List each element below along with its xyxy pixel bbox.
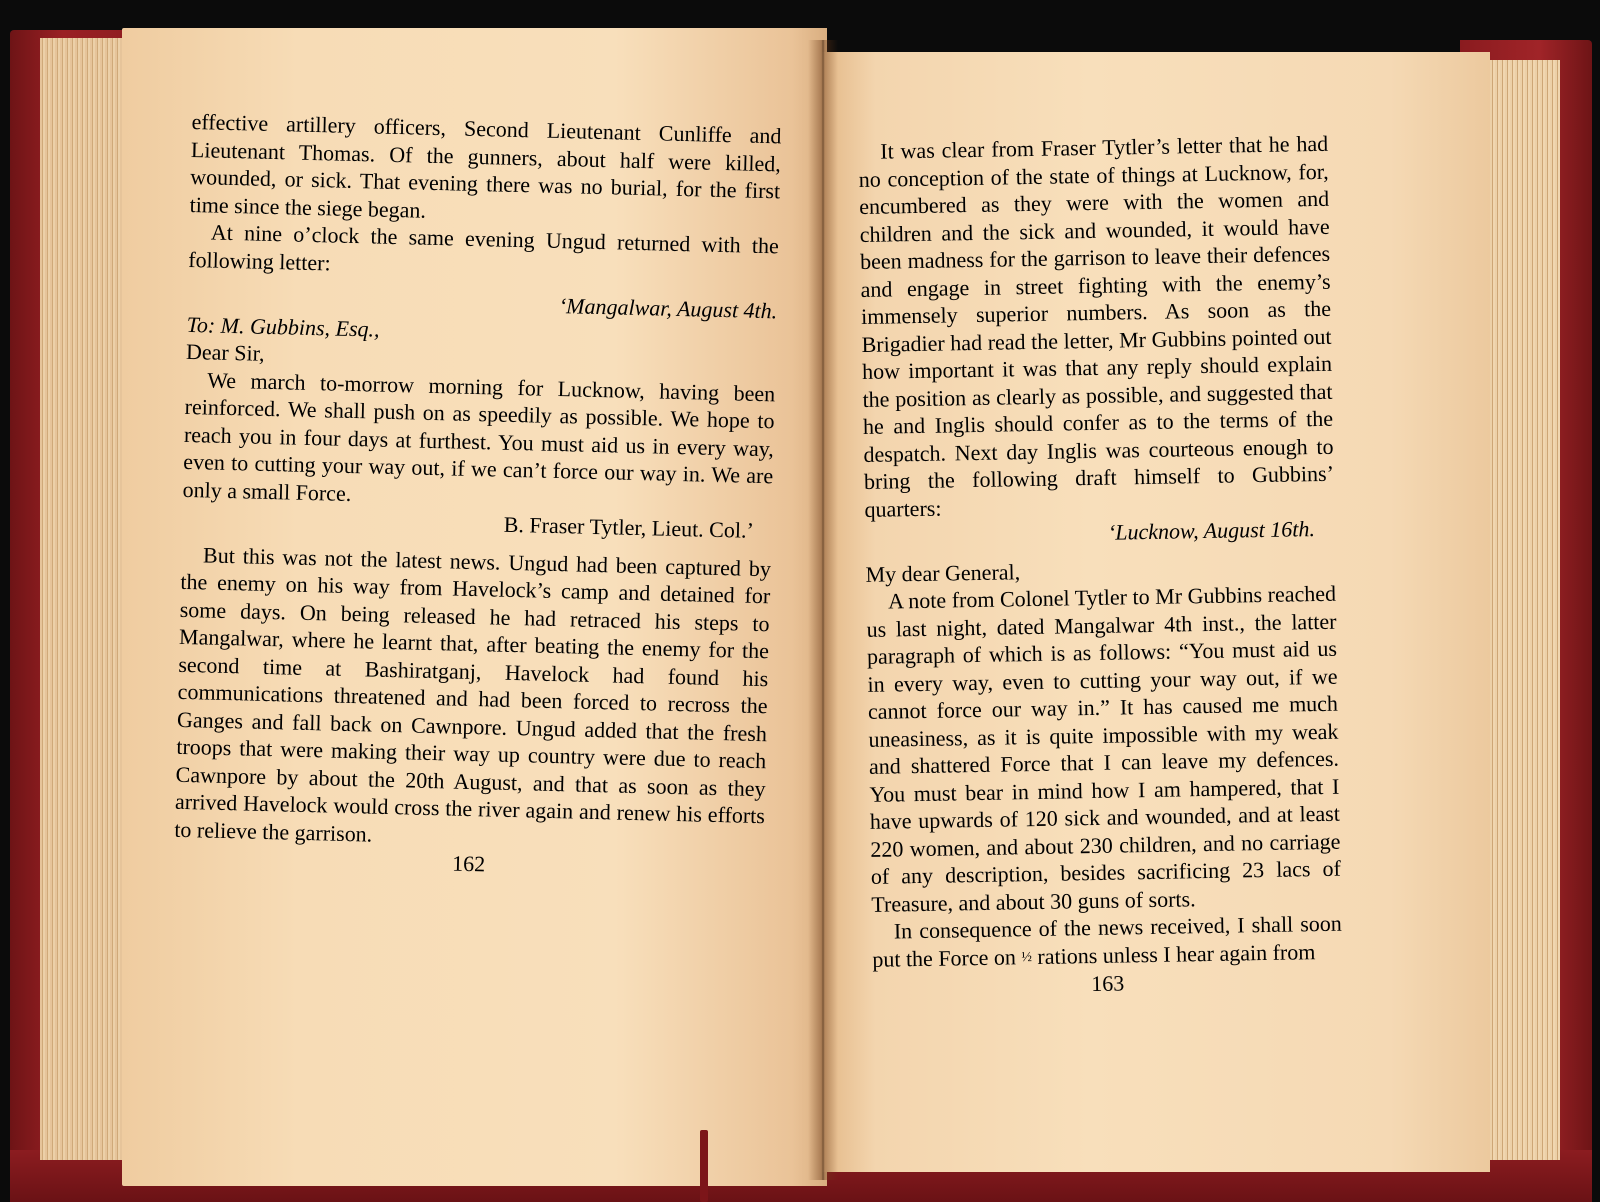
letter-continuation [872, 910, 1343, 974]
paragraph: effective artillery officers, Second Lieutenant Cunliffe and Lieutenant Thomas. Of the gunners, about half were killed, wounded, or sick. That evening there was no burial, for the first time since the siege began. [189, 108, 782, 223]
letter-body: A note from Colonel Tytler to Mr Gubbins reached us last night, dated Mangalwar 4th inst., the latter paragraph of which is as follows: “You must aid us in every way, even to cutting your way out, if we cannot force our way in.” It has caused me much uneasiness, as it is quite impossible with my weak and shattered Force that I can leave my defences. You must bear in mind how I am hampered, that I have upwards of 120 sick and wounded, and at least 220 women, and about 230 children, and no carriage of any description, besides sacrificing 23 lacs of Treasure, and about 30 guns of sorts. [866, 580, 1342, 917]
line-start: In consequence of the news received, I shall soon put the Force on [872, 910, 1342, 972]
paragraph: But this was not the latest news. Ungud had been captured by the enemy on his way from Havelock’s camp and detained for some days. On being released he had retraced his steps to Mangalwar, where he learnt that, after beating the enemy for the second time at Bashiratganj, Havelock had found his communications threatened and had been forced to recross the Ganges and fall back on Cawnpore. Ungud added that the fresh troops that were making their way up country were due to reach Cawnpore by about the 20th August, and that as soon as they arrived Havelock would cross the river again and renew his efforts to relieve the garrison. [174, 541, 772, 847]
letter-dateline: ‘Lucknow, August 16th. [1107, 516, 1316, 545]
page-number: 163 [1091, 970, 1125, 997]
letter-salutation: My dear General, [865, 558, 1021, 587]
letter-dateline: ‘Mangalwar, August 4th. [558, 293, 778, 324]
left-page-text [173, 108, 781, 885]
letter-body: We march to-morrow morning for Lucknow, having been reinforced. We shall push on as speedily as possible. We hope to reach you in four days at furthest. You must aid us in every way, even to cutting your way out, if we can’t force our way in. We are only a small Force. [182, 366, 776, 506]
letter-signature: B. Fraser Tytler, Lieut. Col.’ [503, 511, 755, 543]
letter-salutation: Dear Sir, [185, 338, 265, 366]
book-gutter [808, 40, 838, 1180]
line-end: rations unless I hear again from [1037, 938, 1316, 969]
ribbon-bookmark [700, 1130, 708, 1202]
page-number: 162 [451, 850, 486, 877]
right-page-text [858, 130, 1343, 1002]
paragraph: It was clear from Fraser Tytler’s letter that he had no conception of the state of things at Lucknow, for, encumbered as they were with the women and children and the sick and wounded, it would have been madness for the garrison to leave their defences and engage in street fighting with the enemy’s immensely superior numbers. As soon as the Brigadier had read the letter, Mr Gubbins pointed out how important it was that any reply should explain the position as clearly as possible, and suggested that he and Inglis should confer as to the terms of the despatch. Next day Inglis was courteous enough to bring the following draft himself to Gubbins’ quarters: [858, 130, 1335, 522]
letter-addressee: To: M. Gubbins, Esq., [186, 311, 380, 342]
page-edges-right [1480, 60, 1560, 1160]
paragraph: At nine o’clock the same evening Ungud returned with the following letter: [188, 219, 780, 275]
half-fraction: ½ [1021, 949, 1033, 965]
